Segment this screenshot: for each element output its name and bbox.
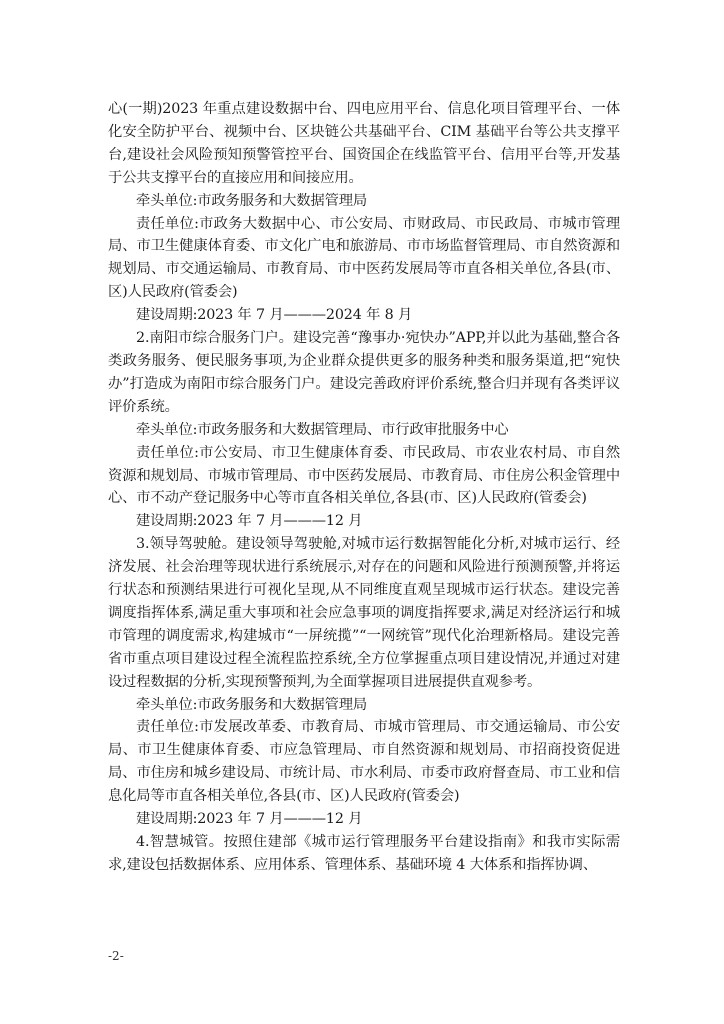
paragraph: 4.智慧城管。按照住建部《城市运行管理服务平台建设指南》和我市实际需求,建设包括数据体系、应用体系、管理体系、基础环境 4 大体系和指挥协调、: [108, 834, 620, 873]
document-body: [108, 98, 620, 877]
paragraph: 牵头单位:市政务服务和大数据管理局: [136, 696, 368, 713]
page-number: -2-: [108, 949, 124, 963]
paragraph: 责任单位:市公安局、市卫生健康体育委、市民政局、市农业农村局、市自然资源和规划局、市城市管理局、市中医药发展局、市教育局、市住房公积金管理中心、市不动产登记服务中心等市直各相关单位,各县(市、区)人民政府(管委会): [108, 444, 620, 507]
paragraph: 3.领导驾驶舱。建设领导驾驶舱,对城市运行数据智能化分析,对城市运行、经济发展、社会治理等现状进行系统展示,对存在的问题和风险进行预测预警,并将运行状态和预测结果进行可视化呈现,从不同维度直观呈现城市运行状态。建设完善调度指挥体系,满足重大事项和社会应急事项的调度指挥要求,满足对经济运行和城市管理的调度需求,构建城市“一屏统揽”“一网统管”现代化治理新格局。建设完善省市重点项目建设过程全流程监控系统,全方位掌握重点项目建设情况,并通过对建设过程数据的分析,实现预警预判,为全面掌握项目进展提供直观参考。: [108, 536, 620, 690]
paragraph: 牵头单位:市政务服务和大数据管理局: [136, 192, 368, 209]
paragraph: 建设周期:2023 年 7 月———2024 年 8 月: [136, 307, 413, 324]
paragraph: 2.南阳市综合服务门户。建设完善“豫事办·宛快办”APP,并以此为基础,整合各类政务服务、便民服务事项,为企业群众提供更多的服务种类和服务渠道,把“宛快办”打造成为南阳市综合服务门户。建设完善政府评价系统,整合归并现有各类评议评价系统。: [108, 330, 620, 415]
paragraph: 心(一期)2023 年重点建设数据中台、四电应用平台、信息化项目管理平台、一体化安全防护平台、视频中台、区块链公共基础平台、CIM 基础平台等公共支撑平台,建设社会风险预知预警管控平台、国资国企在线监管平台、信用平台等,开发基于公共支撑平台的直接应用和间接应用。: [108, 101, 620, 186]
paragraph: 责任单位:市发展改革委、市教育局、市城市管理局、市交通运输局、市公安局、市卫生健康体育委、市应急管理局、市自然资源和规划局、市招商投资促进局、市住房和城乡建设局、市统计局、市水利局、市委市政府督查局、市工业和信息化局等市直各相关单位,各县(市、区)人民政府(管委会): [108, 719, 620, 805]
paragraph: 建设周期:2023 年 7 月———12 月: [136, 811, 363, 828]
paragraph: 建设周期:2023 年 7 月———12 月: [136, 513, 363, 530]
paragraph: 责任单位:市政务大数据中心、市公安局、市财政局、市民政局、市城市管理局、市卫生健康体育委、市文化广电和旅游局、市市场监督管理局、市自然资源和规划局、市交通运输局、市教育局、市中医药发展局等市直各相关单位,各县(市、区)人民政府(管委会): [108, 215, 620, 301]
paragraph: 牵头单位:市政务服务和大数据管理局、市行政审批服务中心: [136, 421, 509, 438]
